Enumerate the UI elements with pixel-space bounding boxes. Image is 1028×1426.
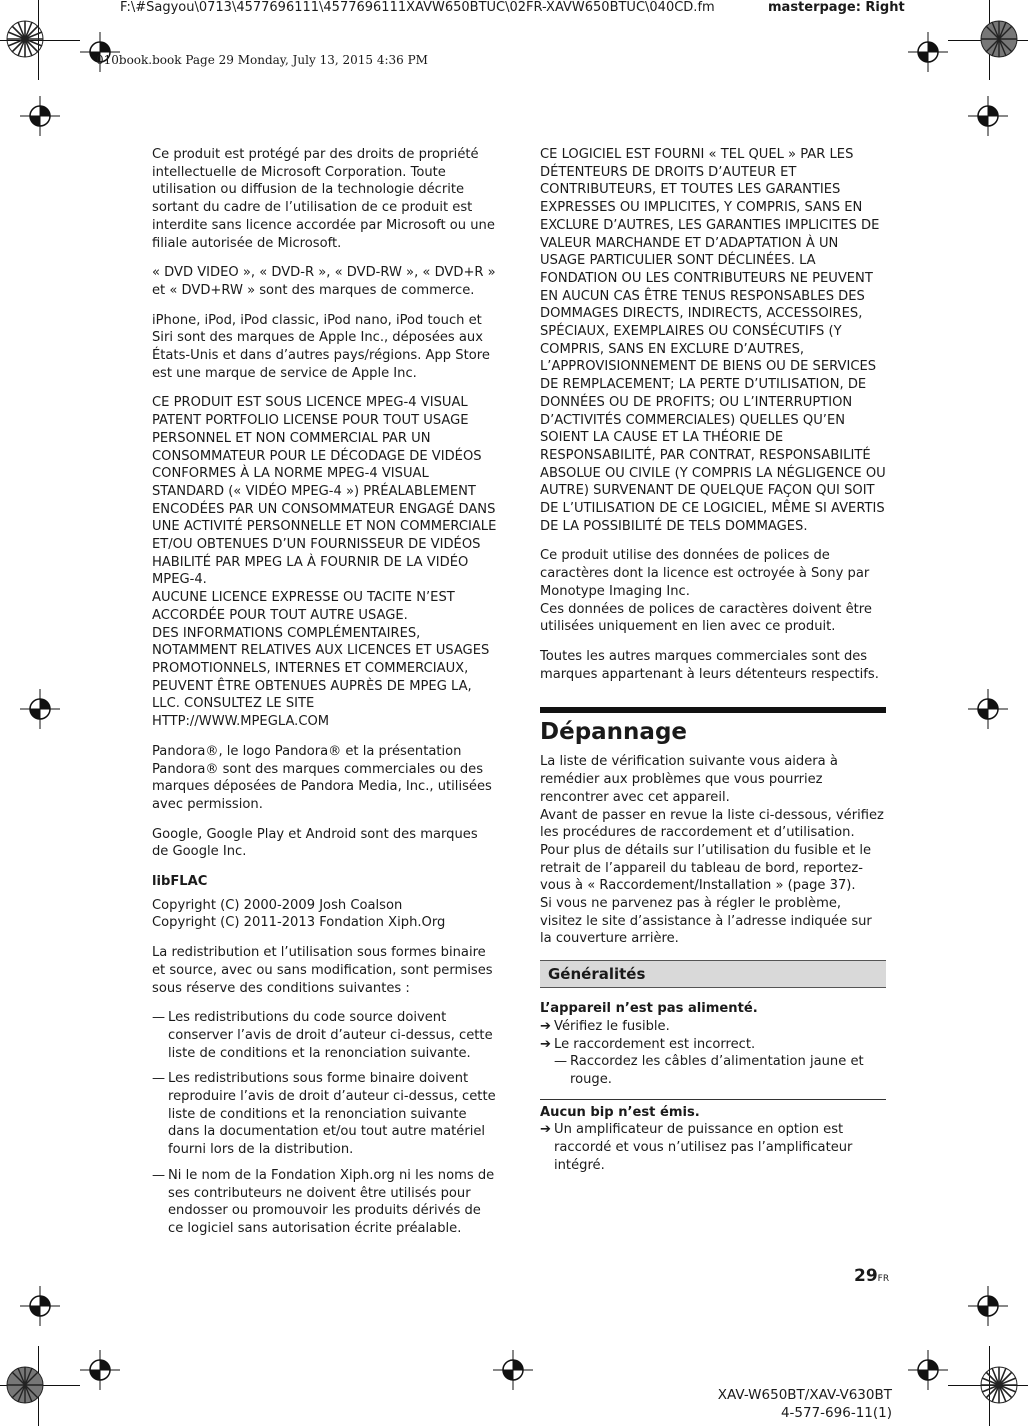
issue-title: Aucun bip n’est émis. [540,1104,700,1120]
language-code: FR [877,1274,890,1284]
section-heading: Dépannage [540,719,688,746]
registration-mark-icon [493,1350,533,1390]
starburst-mark-icon [980,1366,1018,1404]
remedy-item [540,1018,886,1036]
registration-mark-icon [968,1286,1008,1326]
dash-marker: — [554,1054,568,1070]
registration-mark-icon [908,32,948,72]
google-notice: Google, Google Play et Android sont des marques de Google Inc. [152,826,478,860]
font-notice [540,547,886,636]
font-line: Ce produit utilise des données de polices de caractères dont la licence est octroyée à Sony par Monotype Imaging Inc. [540,548,870,599]
intro-line: La liste de vérification suivante vous aidera à remédier aux problèmes que vous pourriez rencontrer avec cet appareil. [540,754,838,805]
registration-mark-icon [80,1350,120,1390]
registration-mark-icon [20,96,60,136]
list-item: — Les redistributions sous forme binaire doivent reproduire l’avis de droit d’auteur ci-dessus, cette liste de conditions et la renonciation suivante dans la documentation et/ou tout autre matériel fourni lors de la distribution. [152,1070,498,1159]
troubleshooting-intro [540,753,886,948]
libflac-title: libFLAC [152,874,208,890]
masterpage-label: masterpage: Right [768,0,905,15]
right-column [540,146,886,1174]
left-column [152,146,498,1246]
copyright-block [152,897,498,932]
registration-mark-icon [20,1286,60,1326]
subsection-bar: Généralités [540,960,886,988]
registration-mark-icon [968,96,1008,136]
starburst-mark-icon [980,20,1018,58]
issue-block [540,1104,886,1175]
microsoft-notice: Ce produit est protégé par des droits de propriété intellectuelle de Microsoft Corporation. Toute utilisation ou diffusion de la technologie décrite sortant du cadre de l’utilisation de ce produit est interdite sans licence accordée par Microsoft ou une filiale autorisée de Microsoft. [152,147,495,251]
mpeg-line: AUCUNE LICENCE EXPRESSE OU TACITE N’EST ACCORDÉE POUR TOUT AUTRE USAGE. [152,590,455,623]
intro-line: Avant de passer en revue la liste ci-dessous, vérifiez les procédures de raccordement et d’utilisation. Pour plus de détails sur l’utilisation du fusible et le retrait de l’appareil du tableau de bord, reportez-vous à « Raccordement/Installation » (page 37). [540,807,884,894]
disclaimer: CE LOGICIEL EST FOURNI « TEL QUEL » PAR LES DÉTENTEURS DE DROITS D’AUTEUR ET CONTRIBUTEURS, ET TOUTES LES GARANTIES EXPRESSES OU IMPLICITES, Y COMPRIS, SANS EN EXCLURE D’AUTRES, LES GARANTIES IMPLICITES DE VALEUR MARCHANDE ET D’ADAPTATION À UN USAGE PARTICULIER SONT DÉCLINÉES. LA FONDATION OU LES CONTRIBUTEURS NE PEUVENT EN AUCUN CAS ÊTRE TENUS RESPONSABLES DES DOMMAGES DIRECTS, INDIRECTS, ACCESSOIRES, SPÉCIAUX, EXEMPLAIRES OU CONSÉCUTIFS (Y COMPRIS, SANS EN EXCLURE D’AUTRES, L’APPROVISIONNEMENT DE BIENS OU DE SERVICES DE REMPLACEMENT; LA PERTE D’UTILISATION, DE DONNÉES OU DE PROFITS; OU L’INTERRUPTION D’ACTIVITÉS COMMERCIALES) QUELLES QU’EN SOIENT LA CAUSE ET LA THÉORIE DE RESPONSABILITÉ, PAR CONTRAT, RESPONSABILITÉ ABSOLUE OU CIVILE (Y COMPRIS LA NÉGLIGENCE OU AUTRE) SURVENANT DE QUELQUE FAÇON QUI SOIT DE L’UTILISATION DE CE LOGICIEL, MÊME SI AVERTIS DE LA POSSIBILITÉ DE TELS DOMMAGES. [540,147,886,534]
mpeg-line: HTTP://WWW.MPEGLA.COM [152,714,330,730]
issue-divider [540,1099,886,1100]
trademarks-notice: Toutes les autres marques commerciales sont des marques appartenant à leurs détenteurs respectifs. [540,648,879,682]
mpeg-line: CE PRODUIT EST SOUS LICENCE MPEG-4 VISUAL PATENT PORTFOLIO LICENSE POUR TOUT USAGE PERSONNEL ET NON COMMERCIAL PAR UN CONSOMMATEUR POUR LE DÉCODAGE DE VIDÉOS CONFORMES À LA NORME MPEG-4 VISUAL STANDARD (« VIDÉO MPEG-4 ») PRÉALABLEMENT ENCODÉES PAR UN CONSOMMATEUR ENGAGÉ DANS UNE ACTIVITÉ PERSONNELLE ET NON COMMERCIALE ET/OU OBTENUES D’UN FOURNISSEUR DE VIDÉOS HABILITÉ PAR MPEG LA À FOURNIR DE LA VIDÉO MPEG-4. [152,395,497,588]
remedy-text: Le raccordement est incorrect. [554,1036,756,1052]
registration-mark-icon [968,689,1008,729]
intro-line: Si vous ne parvenez pas à régler le problème, visitez le site d’assistance à l’adresse indiquée sur la couverture arrière. [540,896,872,947]
file-path: F:\#Sagyou\0713\4577696111\4577696111XAVW650BTUC\02FR-XAVW650BTUC\040CD.fm [120,0,715,15]
model-names: XAV-W650BT/XAV-V630BT [717,1387,892,1403]
page-number-value: 29 [854,1266,878,1286]
copyright-line: Copyright (C) 2000-2009 Josh Coalson [152,897,403,913]
starburst-mark-icon [6,20,44,58]
page-number [854,1266,889,1286]
model-info [700,1386,892,1422]
heading-rule [540,707,886,713]
issue-title: L’appareil n’est pas alimenté. [540,1001,758,1017]
troubleshooting-section [540,707,886,747]
registration-mark-icon [908,1350,948,1390]
arrow-right-icon: ➔ [540,1018,551,1034]
list-item: — Ni le nom de la Fondation Xiph.org ni les noms de ses contributeurs ne doivent être utilisés pour endosser ou promouvoir les produits dérivés de ce logiciel sans autorisation écrite préalable. [152,1167,498,1238]
arrow-right-icon: ➔ [540,1036,551,1052]
mpeg-line: DES INFORMATIONS COMPLÉMENTAIRES, NOTAMMENT RELATIVES AUX LICENCES ET USAGES PROMOTIONNELS, INTERNES ET COMMERCIAUX, PEUVENT ÊTRE OBTENUES AUPRÈS DE MPEG LA, LLC. CONSULTEZ LE SITE [152,625,490,712]
remedy-text: Un amplificateur de puissance en option est raccordé et vous n’utilisez pas l’amplificateur intégré. [554,1122,853,1173]
book-stamp: 010book.book Page 29 Monday, July 13, 2015 4:36 PM [96,53,428,67]
remedy-subitem [540,1053,886,1088]
starburst-mark-icon [6,1366,44,1404]
pandora-notice: Pandora®, le logo Pandora® et la présentation Pandora® sont des marques commerciales ou des marques déposées de Pandora Media, Inc., utilisées avec permission. [152,743,492,812]
copyright-line: Copyright (C) 2011-2013 Fondation Xiph.Org [152,915,446,931]
remedy-item [540,1121,886,1174]
remedy-subtext: Raccordez les câbles d’alimentation jaune et rouge. [570,1054,864,1087]
remedy-item [540,1036,886,1054]
font-line: Ces données de polices de caractères doivent être utilisées uniquement en lien avec ce produit. [540,601,872,635]
issue-block [540,1000,886,1089]
remedy-text: Vérifiez le fusible. [554,1018,670,1034]
mpeg-notice [152,394,498,730]
part-number: 4-577-696-11(1) [780,1405,892,1421]
arrow-right-icon: ➔ [540,1122,551,1138]
registration-mark-icon [20,689,60,729]
apple-notice: iPhone, iPod, iPod classic, iPod nano, iPod touch et Siri sont des marques de Apple Inc., déposées aux États-Unis et dans d’autres pays/régions. App Store est une marque de service de Apple Inc. [152,312,490,381]
conditions-list [152,1009,498,1237]
dvd-notice: « DVD VIDEO », « DVD-R », « DVD-RW », « DVD+R » et « DVD+RW » sont des marques de commerce. [152,265,496,298]
redistribution-notice: La redistribution et l’utilisation sous formes binaire et source, avec ou sans modification, sont permises sous réserve des conditions suivantes : [152,945,493,996]
list-item: — Les redistributions du code source doivent conserver l’avis de droit d’auteur ci-dessus, cette liste de conditions et la renonciation suivante. [152,1009,498,1062]
